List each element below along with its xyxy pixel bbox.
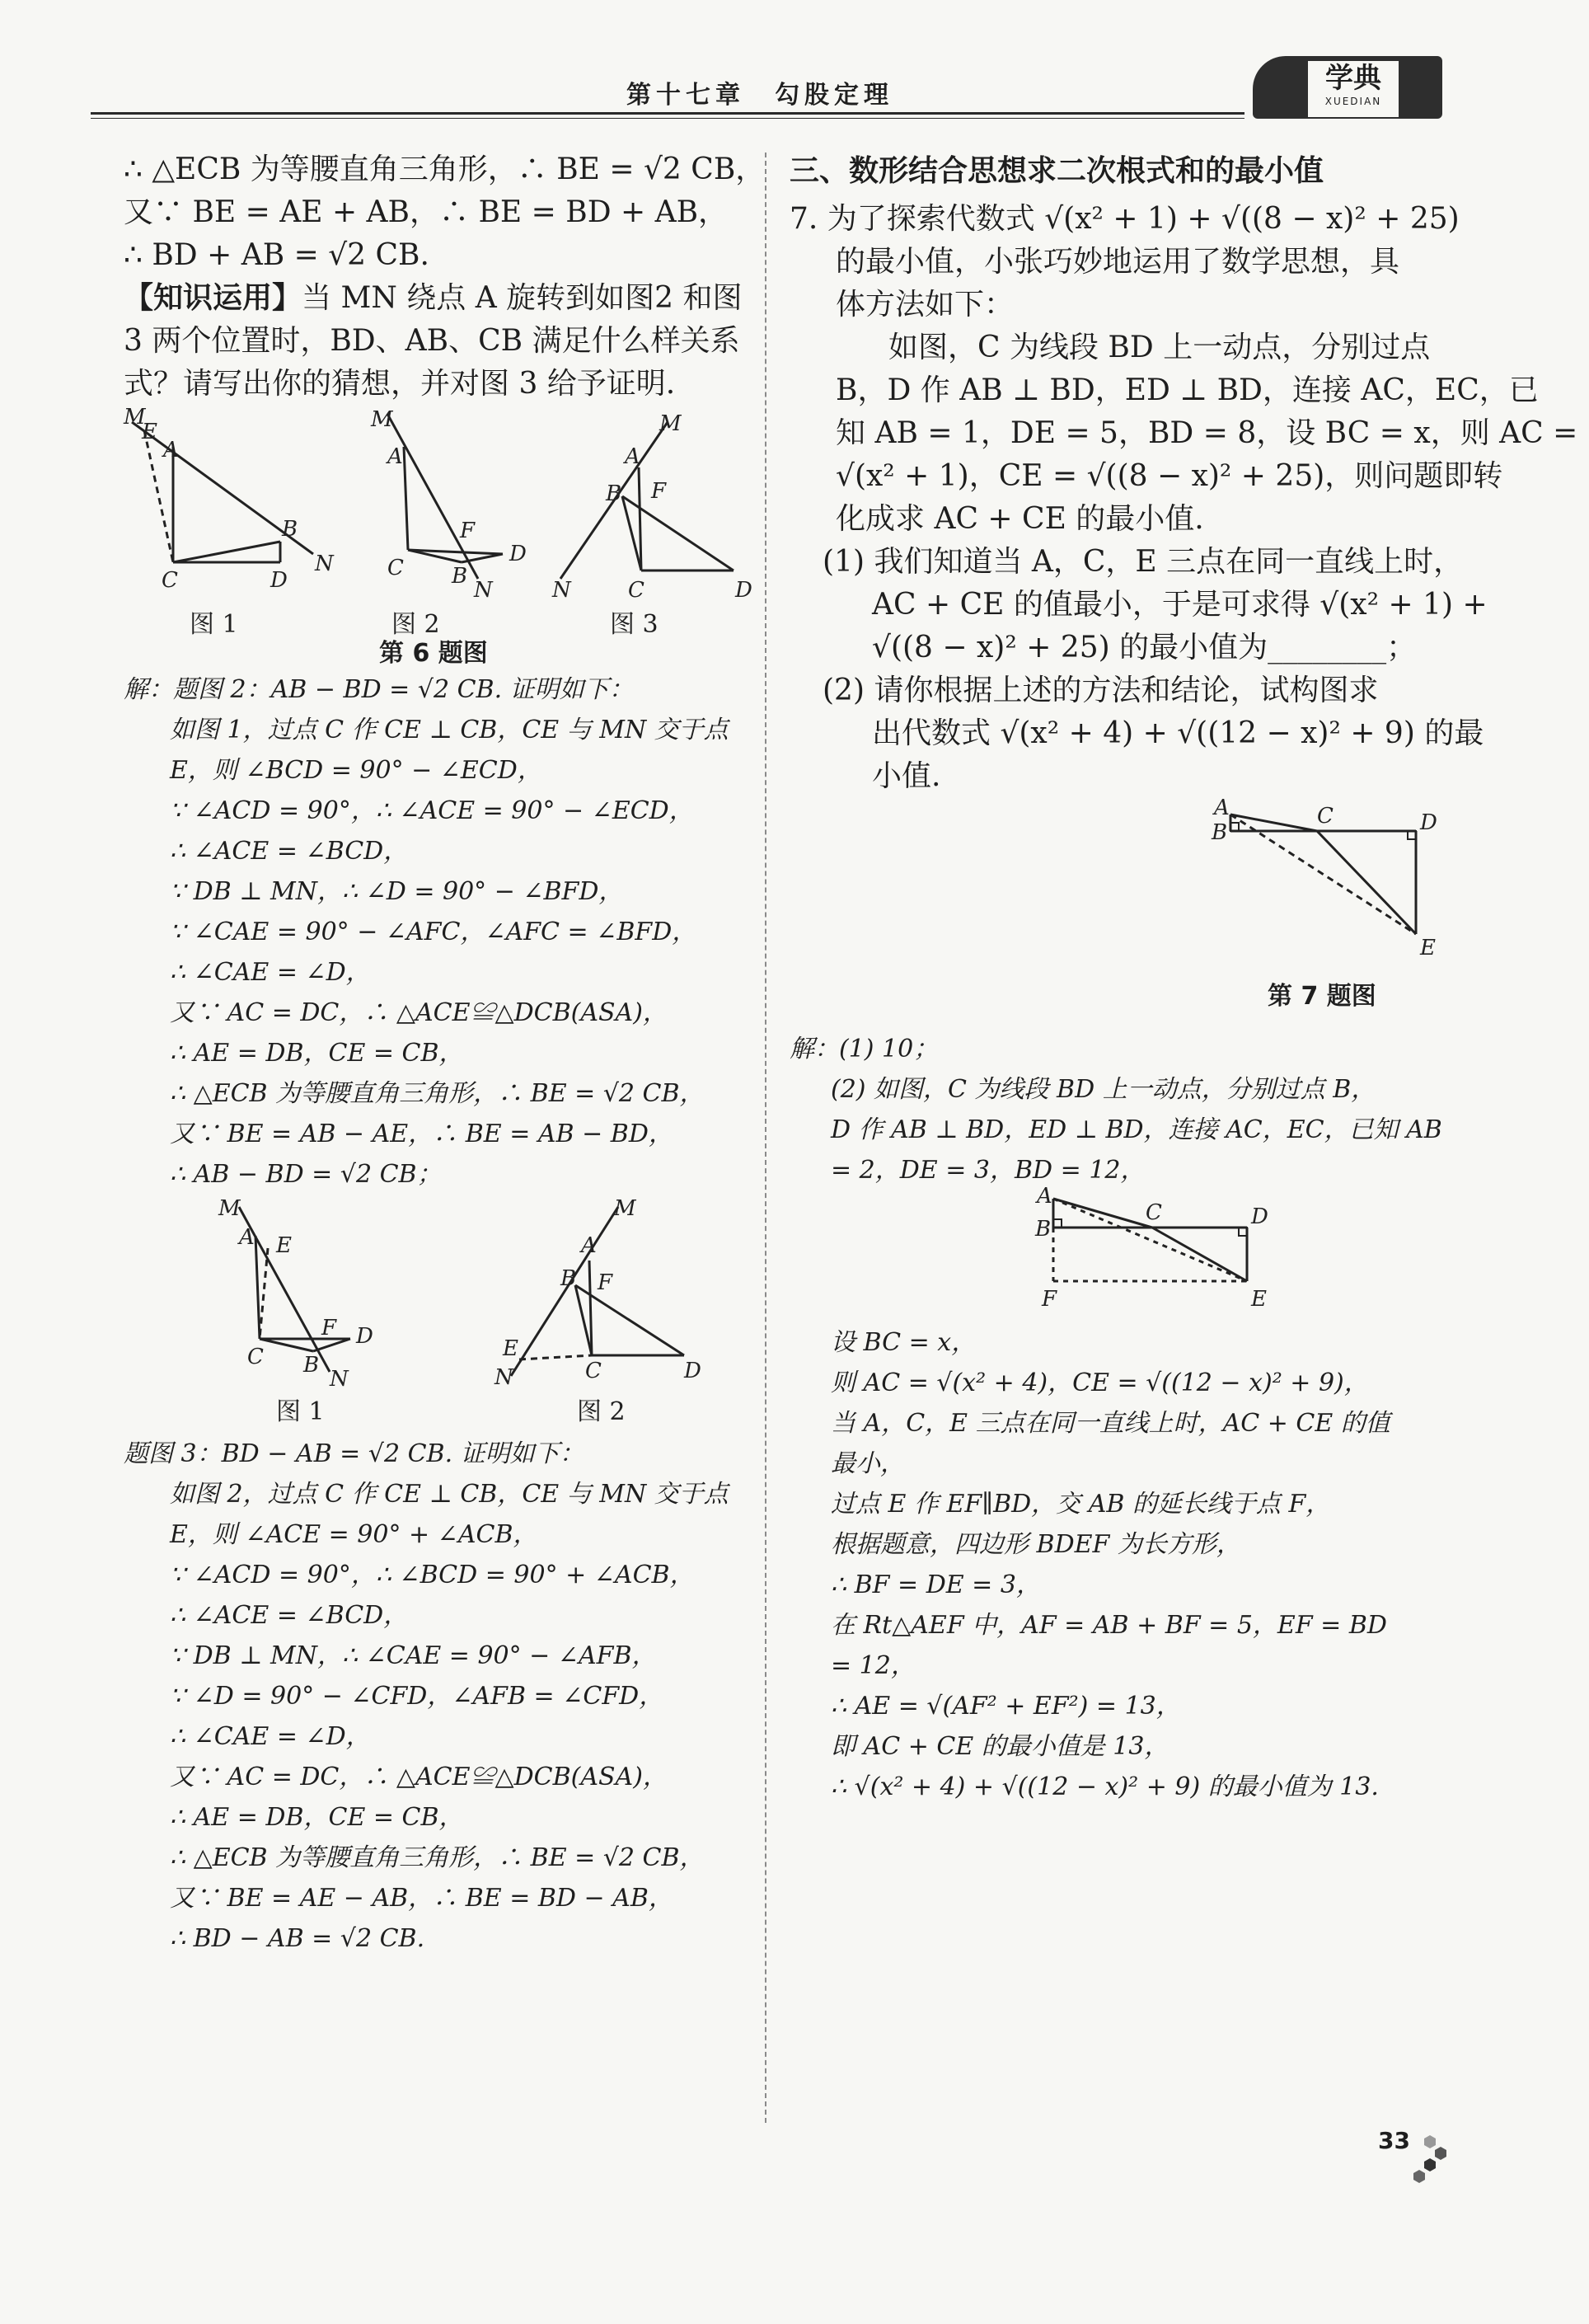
- q7-line: 体方法如下：: [836, 288, 1015, 322]
- q7-part2-line: 出代数式 √(x² + 4) + √((12 − x)² + 9) 的最: [872, 716, 1484, 750]
- figure-7: [790, 798, 1449, 1021]
- svg-text:B: B: [1035, 1217, 1052, 1242]
- solution-line: ∴ ∠ACE = ∠BCD，: [170, 837, 409, 866]
- svg-text:A: A: [239, 1225, 255, 1250]
- q7-part1-line: √((8 − x)² + 25) 的最小值为________；: [872, 631, 1417, 664]
- solution-line: 则 AC = √(x² + 4)，CE = √((12 − x)² + 9)，: [831, 1369, 1369, 1397]
- text-line: 3 两个位置时，BD、AB、CB 满足什么样关系: [124, 324, 740, 358]
- chapter-title: 第十七章 勾股定理: [626, 81, 893, 110]
- svg-text:F: F: [1042, 1287, 1057, 1312]
- header-rule: [91, 112, 1244, 115]
- column-divider: [765, 153, 766, 2123]
- fig7-line-ce: [1317, 831, 1416, 934]
- sfig-caption-2: 图 2: [577, 1397, 626, 1426]
- fig2-line-mn: [387, 414, 478, 579]
- svg-text:M: M: [124, 405, 146, 430]
- solution-line: = 2，DE = 3，BD = 12，: [831, 1156, 1146, 1185]
- svg-text:A: A: [163, 438, 179, 462]
- figure-7-diagram: [790, 798, 1449, 971]
- svg-text:B: B: [560, 1266, 577, 1291]
- svg-text:D: D: [509, 542, 527, 566]
- fig1-line-cb: [173, 542, 280, 562]
- svg-text:D: D: [270, 568, 288, 593]
- solution-figure-7: [790, 1184, 1449, 1322]
- sfig7-line-ce: [1152, 1228, 1247, 1281]
- svg-text:A: A: [1037, 1184, 1052, 1209]
- solution-line: 又∵ BE = AE − AB，∴ BE = BD − AB，: [170, 1884, 673, 1913]
- svg-text:F: F: [651, 479, 667, 504]
- solution-line: ∴ AE = √(AF² + EF²) = 13，: [831, 1692, 1181, 1721]
- brand-logo: [1306, 59, 1400, 119]
- solution-line: = 12，: [831, 1651, 916, 1680]
- fig3-line-ac: [639, 467, 641, 570]
- solution-line: (2) 如图，C 为线段 BD 上一动点，分别过点 B，: [831, 1075, 1376, 1104]
- svg-text:C: C: [1146, 1200, 1162, 1225]
- svg-text:C: C: [387, 556, 404, 580]
- solution-line: 题图 3：BD − AB = √2 CB. 证明如下：: [124, 1439, 584, 1468]
- q7-part1-line: (1) 我们知道当 A，C，E 三点在同一直线上时，: [823, 545, 1464, 579]
- sfig7-line-ac: [1053, 1199, 1152, 1228]
- knowledge-line-1: [124, 277, 750, 320]
- svg-text:M: M: [371, 407, 393, 432]
- sfig1-line-ce: [260, 1248, 268, 1339]
- svg-text:D: D: [356, 1324, 373, 1349]
- solution-7-diagram: [790, 1184, 1449, 1322]
- svg-text:A: A: [625, 444, 640, 469]
- q7-part1-line: AC + CE 的值最小，于是可求得 √(x² + 1) +: [872, 588, 1488, 622]
- svg-text:F: F: [460, 519, 476, 543]
- svg-text:B: B: [452, 564, 468, 589]
- solution-line: ∴ ∠CAE = ∠D，: [170, 958, 371, 987]
- svg-text:N: N: [330, 1367, 349, 1392]
- svg-text:M: M: [659, 411, 682, 436]
- q7-part2-line: 小值.: [872, 759, 941, 793]
- q7-line: 化成求 AC + CE 的最小值.: [836, 502, 1204, 536]
- fig2-line-ac: [404, 447, 408, 550]
- sfig1-line-bd: [313, 1339, 350, 1351]
- q7-line: 的最小值，小张巧妙地运用了数学思想，具: [836, 245, 1400, 279]
- svg-text:B: B: [303, 1353, 320, 1378]
- figure-6: [124, 405, 752, 668]
- solution-line: ∴ BD − AB = √2 CB.: [170, 1924, 425, 1953]
- q7-line: 知 AB = 1，DE = 5，BD = 8，设 BC = x，则 AC =: [836, 416, 1578, 450]
- solution-line: 解：题图 2：AB − BD = √2 CB. 证明如下：: [124, 675, 634, 704]
- solution-line: ∵ ∠ACD = 90°，∴ ∠BCD = 90° + ∠ACB，: [170, 1561, 695, 1589]
- text-line: ∴ △ECB 为等腰直角三角形，∴ BE = √2 CB，: [124, 153, 766, 186]
- solution-line: 在 Rt△AEF 中，AF = AB + BF = 5，EF = BD: [831, 1611, 1387, 1640]
- q7-line: √(x² + 1)，CE = √((8 − x)² + 25)，则问题即转: [836, 459, 1503, 493]
- solution-line: 根据题意，四边形 BDEF 为长方形，: [831, 1530, 1241, 1559]
- solution-line: 如图 1，过点 C 作 CE ⊥ CB，CE 与 MN 交于点: [170, 716, 729, 744]
- solution-line: ∴ AB − BD = √2 CB；: [170, 1160, 442, 1189]
- figure-6-diagrams: [124, 405, 752, 603]
- section-title: 三、数形结合思想求二次根式和的最小值: [790, 154, 1324, 188]
- solution-line: 如图 2，过点 C 作 CE ⊥ CB，CE 与 MN 交于点: [170, 1480, 729, 1509]
- svg-text:E: E: [1420, 936, 1436, 960]
- solution-line: 设 BC = x，: [831, 1328, 977, 1357]
- solution-line: D 作 AB ⊥ BD，ED ⊥ BD，连接 AC，EC，已知 AB: [831, 1115, 1442, 1144]
- solution-line: ∵ ∠ACD = 90°，∴ ∠ACE = 90° − ∠ECD，: [170, 796, 694, 825]
- sfig-caption-1: 图 1: [276, 1397, 325, 1426]
- solution-line: 又∵ AC = DC，∴ △ACE≌△DCB(ASA)，: [170, 1763, 668, 1791]
- svg-text:A: A: [1214, 796, 1230, 820]
- svg-text:D: D: [1251, 1204, 1268, 1229]
- solution-line: ∵ ∠CAE = 90° − ∠AFC，∠AFC = ∠BFD，: [170, 918, 697, 946]
- svg-text:N: N: [495, 1365, 513, 1390]
- page-header: [91, 56, 1451, 130]
- hexagon-dots-icon: [1401, 2127, 1451, 2185]
- svg-text:M: M: [614, 1196, 636, 1221]
- solution-line: E，则 ∠ACE = 90° + ∠ACB，: [170, 1520, 538, 1549]
- svg-text:N: N: [552, 578, 571, 603]
- svg-text:C: C: [585, 1359, 602, 1383]
- solution-line: 最小，: [831, 1449, 905, 1478]
- fig7-title: 第 7 题图: [1268, 982, 1376, 1011]
- sfig1-line-ac: [255, 1236, 260, 1339]
- header-rule-thin: [91, 118, 1244, 119]
- fig6-caption-3: 图 3: [610, 610, 659, 639]
- solution-line: ∴ AE = DB，CE = CB，: [170, 1803, 464, 1832]
- solution-line: ∵ DB ⊥ MN，∴ ∠CAE = 90° − ∠AFB，: [170, 1641, 657, 1670]
- knowledge-tag: 【知识运用】: [124, 281, 302, 315]
- fig6-caption-2: 图 2: [391, 610, 440, 639]
- text-line: ∴ BD + AB = √2 CB.: [124, 238, 429, 272]
- svg-text:E: E: [503, 1336, 518, 1361]
- solution-line: 即 AC + CE 的最小值是 13，: [831, 1732, 1169, 1761]
- svg-text:A: A: [581, 1233, 597, 1258]
- svg-text:C: C: [247, 1345, 264, 1369]
- solution-line: ∵ DB ⊥ MN，∴ ∠D = 90° − ∠BFD，: [170, 877, 624, 906]
- right-column: [790, 148, 1578, 1807]
- svg-text:B: B: [1212, 820, 1228, 845]
- svg-text:F: F: [598, 1270, 613, 1295]
- solution-line: ∴ ∠CAE = ∠D，: [170, 1722, 371, 1751]
- svg-text:E: E: [276, 1233, 292, 1258]
- svg-text:B: B: [282, 517, 298, 542]
- svg-text:D: D: [1420, 810, 1437, 835]
- svg-text:D: D: [684, 1359, 701, 1383]
- logo-text-cn: 学典: [1325, 62, 1381, 95]
- svg-text:C: C: [1317, 804, 1334, 829]
- q7-part2-line: (2) 请你根据上述的方法和结论，试构图求: [823, 674, 1379, 707]
- svg-text:N: N: [315, 552, 334, 576]
- svg-text:D: D: [735, 578, 752, 603]
- svg-text:N: N: [474, 578, 493, 603]
- svg-text:M: M: [218, 1196, 241, 1221]
- knowledge-text: 当 MN 绕点 A 旋转到如图2 和图: [302, 281, 743, 315]
- solution-line: E，则 ∠BCD = 90° − ∠ECD，: [170, 756, 542, 785]
- solution-diagrams: [124, 1195, 750, 1392]
- solution-line: ∴ BF = DE = 3，: [831, 1570, 1041, 1599]
- fig7-line-ae: [1230, 815, 1416, 934]
- logo-text-en: XUEDIAN: [1324, 96, 1382, 107]
- sfig1-line-cb: [260, 1339, 313, 1351]
- solution-line: ∴ √(x² + 4) + √((12 − x)² + 9) 的最小值为 13.: [831, 1772, 1379, 1801]
- solution-line: 又∵ AC = DC，∴ △ACE≌△DCB(ASA)，: [170, 998, 668, 1027]
- solution-line: ∵ ∠D = 90° − ∠CFD，∠AFB = ∠CFD，: [170, 1682, 664, 1711]
- solution-line: ∴ △ECB 为等腰直角三角形，∴ BE = √2 CB，: [170, 1079, 705, 1108]
- q7-line: 如图，C 为线段 BD 上一动点，分别过点: [888, 331, 1431, 364]
- left-column: [124, 148, 766, 1959]
- svg-text:C: C: [162, 568, 178, 593]
- svg-text:E: E: [142, 420, 157, 444]
- solution-line: 解：(1) 10；: [790, 1035, 939, 1063]
- page-number: 33: [1378, 2127, 1410, 2154]
- fig6-caption-1: 图 1: [190, 610, 238, 639]
- text-line: 式？请写出你的猜想，并对图 3 给予证明.: [124, 367, 676, 401]
- solution-line: 当 A，C，E 三点在同一直线上时，AC + CE 的值: [831, 1409, 1390, 1438]
- solution-figures: [124, 1195, 750, 1434]
- svg-text:C: C: [628, 578, 645, 603]
- sfig2-line-ce: [519, 1355, 592, 1359]
- solution-line: ∴ △ECB 为等腰直角三角形，∴ BE = √2 CB，: [170, 1843, 705, 1872]
- q7-line: 7. 为了探索代数式 √(x² + 1) + √((8 − x)² + 25): [790, 202, 1460, 236]
- solution-line: 过点 E 作 EF∥BD，交 AB 的延长线于点 F，: [831, 1490, 1331, 1519]
- svg-text:A: A: [387, 444, 403, 469]
- svg-text:E: E: [1251, 1287, 1267, 1312]
- fig6-title: 第 6 题图: [379, 639, 488, 668]
- q7-line: B，D 作 AB ⊥ BD，ED ⊥ BD，连接 AC，EC，已: [836, 373, 1539, 407]
- solution-line: 又∵ BE = AB − AE，∴ BE = AB − BD，: [170, 1120, 673, 1148]
- text-line: 又∵ BE = AE + AB，∴ BE = BD + AB，: [124, 195, 729, 229]
- svg-text:F: F: [321, 1316, 337, 1340]
- svg-text:B: B: [606, 481, 622, 506]
- solution-line: ∴ ∠ACE = ∠BCD，: [170, 1601, 409, 1630]
- solution-line: ∴ AE = DB，CE = CB，: [170, 1039, 464, 1068]
